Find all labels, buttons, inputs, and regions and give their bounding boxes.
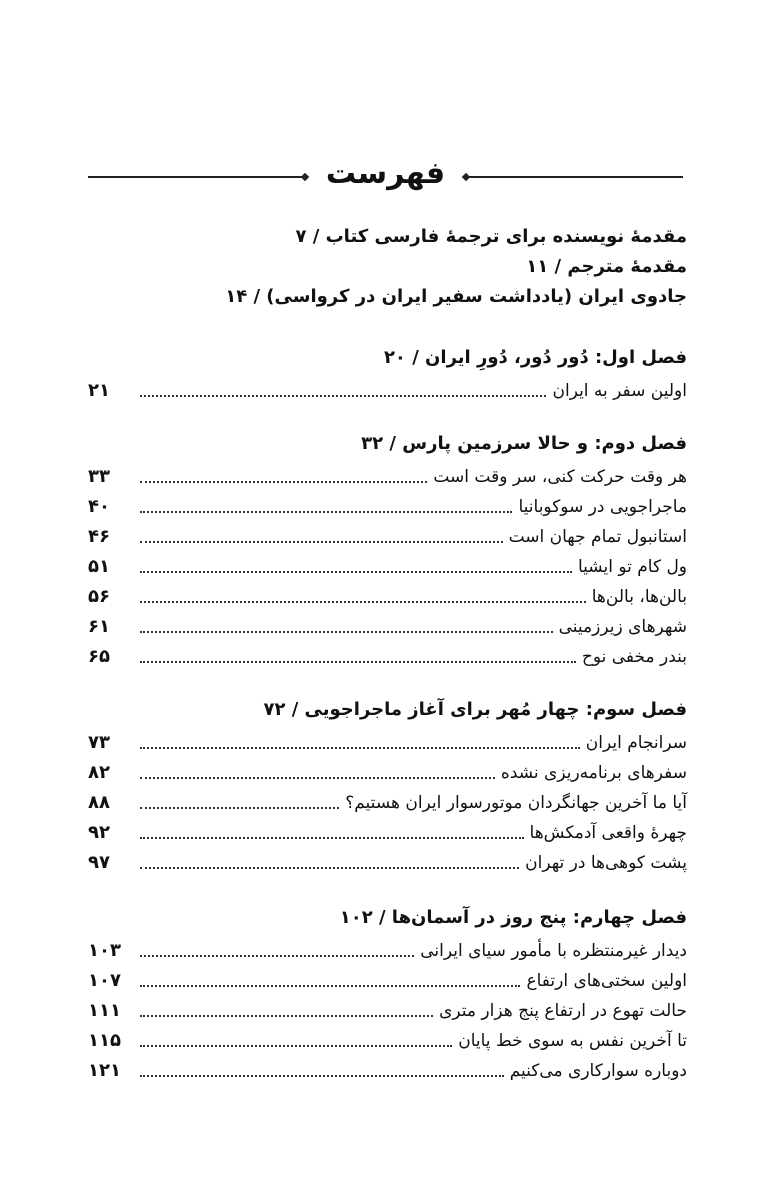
toc-entry (88, 550, 687, 580)
entry-page: ۶۱ (88, 616, 110, 637)
chapter-4 (88, 902, 687, 1084)
dot-leader (140, 747, 580, 749)
entry-title: ول کام تو ایشیا (577, 557, 687, 577)
entry-page: ۱۲۱ (88, 1060, 121, 1081)
dot-leader (140, 601, 586, 603)
entry-title: هر وقت حرکت کنی، سر وقت است (433, 467, 687, 487)
entry-title: دوباره سوارکاری می‌کنیم (509, 1061, 687, 1081)
dot-leader (140, 661, 576, 663)
toc-entry (88, 520, 687, 550)
entry-title: سفرهای برنامه‌ریزی نشده (500, 763, 687, 783)
entry-title: حالت تهوع در ارتفاع پنج هزار متری (439, 1001, 687, 1021)
entry-page: ۱۱۵ (88, 1030, 121, 1051)
toc-entry (88, 756, 687, 786)
entry-page: ۷۳ (88, 732, 110, 753)
entry-title: بالن‌ها، بالن‌ها (591, 587, 687, 607)
dot-leader (140, 1045, 452, 1047)
chapter-heading: فصل دوم: و حالا سرزمین پارس / ۳۲ (361, 433, 687, 454)
entry-page: ۱۰۳ (88, 940, 121, 961)
toc-entry (88, 374, 687, 404)
dot-leader (140, 955, 414, 957)
dot-leader (140, 481, 427, 483)
toc-entry (88, 460, 687, 490)
entry-page: ۵۱ (88, 556, 110, 577)
entry-title: شهرهای زیرزمینی (558, 617, 687, 637)
entry-page: ۱۱۱ (88, 1000, 121, 1021)
entry-page: ۸۸ (88, 792, 110, 813)
chapter-2 (88, 428, 687, 670)
entry-title: اولین سختی‌های ارتفاع (526, 971, 687, 991)
chapter-1 (88, 342, 687, 404)
entry-title: اولین سفر به ایران (552, 381, 687, 401)
intro-translator-preface: مقدمهٔ مترجم / ۱۱ (526, 256, 687, 277)
header-rule-left (88, 176, 306, 178)
entry-title: سرانجام ایران (585, 733, 687, 753)
toc-entry (88, 994, 687, 1024)
entry-title: چهرهٔ واقعی آدمکش‌ها (529, 823, 687, 843)
entry-title: استانبول تمام جهان است (508, 527, 687, 547)
toc-entry (88, 1054, 687, 1084)
toc-entry (88, 964, 687, 994)
dot-leader (140, 511, 512, 513)
toc-entry (88, 640, 687, 670)
dot-leader (140, 631, 553, 633)
dot-leader (140, 541, 503, 543)
entry-page: ۳۳ (88, 466, 110, 487)
dot-leader (140, 1075, 504, 1077)
chapter-heading: فصل چهارم: پنج روز در آسمان‌ها / ۱۰۲ (339, 907, 687, 928)
dot-leader (140, 777, 495, 779)
chapter-heading: فصل سوم: چهار مُهر برای آغاز ماجراجویی / ۷۲ (263, 699, 687, 720)
dot-leader (140, 395, 546, 397)
entry-page: ۵۶ (88, 586, 110, 607)
toc-entry (88, 816, 687, 846)
entry-page: ۹۷ (88, 852, 110, 873)
toc-entry (88, 934, 687, 964)
entry-page: ۶۵ (88, 646, 110, 667)
entry-title: بندر مخفی نوح (581, 647, 687, 667)
entry-title: تا آخرین نفس به سوی خط پایان (458, 1031, 687, 1051)
entry-page: ۹۲ (88, 822, 110, 843)
page-title: فهرست (325, 155, 446, 191)
dot-leader (140, 571, 572, 573)
chapter-3 (88, 694, 687, 876)
dot-leader (140, 867, 519, 869)
page-header (88, 152, 683, 202)
dot-leader (140, 807, 339, 809)
entry-page: ۸۲ (88, 762, 110, 783)
dot-leader (140, 1015, 433, 1017)
intro-ambassador-note: جادوی ایران (یادداشت سفیر ایران در کرواسی) / ۱۴ (225, 286, 687, 307)
toc-entry (88, 786, 687, 816)
intro-author-preface: مقدمهٔ نویسنده برای ترجمهٔ فارسی کتاب / ۷ (295, 226, 687, 247)
toc-entry (88, 846, 687, 876)
toc-entry (88, 490, 687, 520)
chapter-heading: فصل اول: دُور دُور، دُورِ ایران / ۲۰ (383, 347, 687, 368)
entry-page: ۴۰ (88, 496, 110, 517)
dot-leader (140, 985, 520, 987)
entry-title: ماجراجویی در سوکوبانیا (518, 497, 687, 517)
header-rule-right (465, 176, 683, 178)
toc-entry (88, 1024, 687, 1054)
dot-leader (140, 837, 524, 839)
entry-title: پشت کوهی‌ها در تهران (525, 853, 687, 873)
entry-title: دیدار غیرمنتظره با مأمور سیای ایرانی (420, 941, 687, 961)
entry-title: آیا ما آخرین جهانگردان موتورسوار ایران هستیم؟ (345, 793, 687, 813)
entry-page: ۴۶ (88, 526, 110, 547)
entry-page: ۲۱ (88, 380, 110, 401)
entry-page: ۱۰۷ (88, 970, 121, 991)
toc-entry (88, 610, 687, 640)
intro-list (88, 222, 687, 312)
toc-entry (88, 580, 687, 610)
toc-entry (88, 726, 687, 756)
